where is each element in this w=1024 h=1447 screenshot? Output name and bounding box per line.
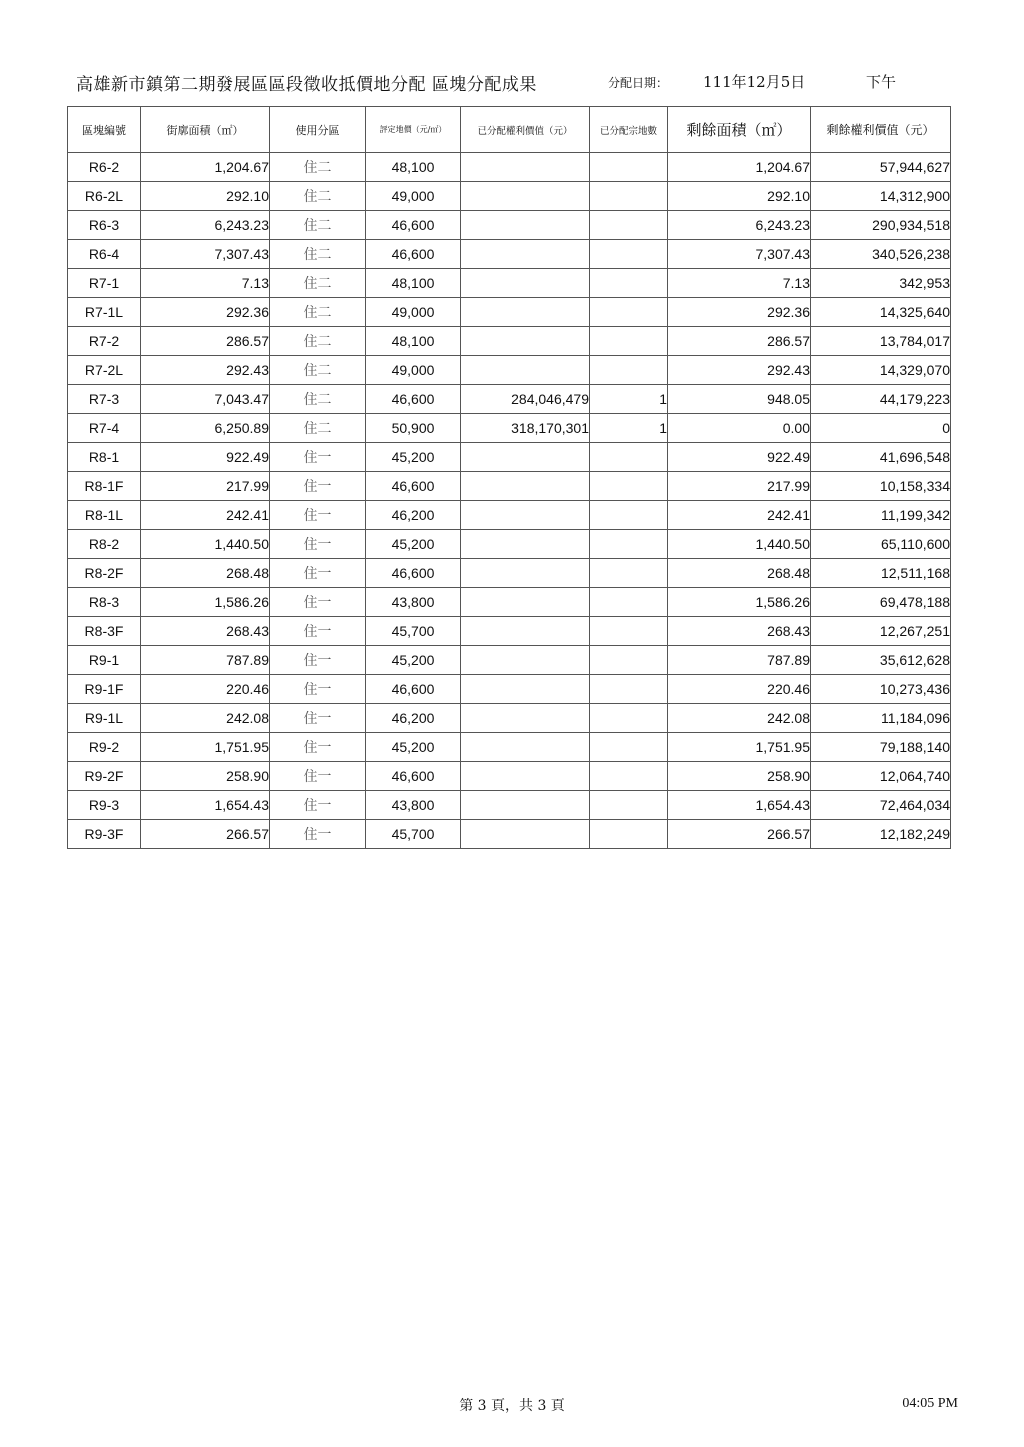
cell-frontage-area: 1,654.43 xyxy=(141,791,270,820)
cell-block-id: R9-1F xyxy=(68,675,141,704)
cell-allocated-value xyxy=(461,472,590,501)
cell-allocated-value xyxy=(461,530,590,559)
cell-remaining-area: 258.90 xyxy=(668,762,811,791)
cell-remaining-area: 242.41 xyxy=(668,501,811,530)
cell-allocated-parcels xyxy=(590,559,668,588)
cell-remaining-value: 12,267,251 xyxy=(811,617,951,646)
cell-frontage-area: 6,250.89 xyxy=(141,414,270,443)
report-header xyxy=(70,68,950,98)
cell-allocated-value xyxy=(461,240,590,269)
cell-assessed-price: 46,600 xyxy=(366,675,461,704)
cell-remaining-value: 57,944,627 xyxy=(811,153,951,182)
cell-allocated-value xyxy=(461,704,590,733)
col-header-block-id: 區塊編號 xyxy=(68,107,141,153)
cell-allocated-value xyxy=(461,675,590,704)
table-row xyxy=(68,530,951,559)
cell-assessed-price: 45,700 xyxy=(366,617,461,646)
cell-remaining-area: 217.99 xyxy=(668,472,811,501)
table-row xyxy=(68,791,951,820)
cell-allocated-value xyxy=(461,443,590,472)
cell-allocated-parcels xyxy=(590,733,668,762)
cell-allocated-value xyxy=(461,327,590,356)
cell-zoning: 住一 xyxy=(270,617,366,646)
cell-frontage-area: 1,586.26 xyxy=(141,588,270,617)
cell-block-id: R9-1 xyxy=(68,646,141,675)
cell-frontage-area: 292.36 xyxy=(141,298,270,327)
cell-assessed-price: 48,100 xyxy=(366,327,461,356)
cell-frontage-area: 268.48 xyxy=(141,559,270,588)
cell-remaining-value: 12,064,740 xyxy=(811,762,951,791)
cell-allocated-value xyxy=(461,211,590,240)
cell-frontage-area: 292.43 xyxy=(141,356,270,385)
cell-allocated-value xyxy=(461,762,590,791)
cell-block-id: R7-2L xyxy=(68,356,141,385)
cell-block-id: R6-2L xyxy=(68,182,141,211)
cell-allocated-value xyxy=(461,559,590,588)
cell-remaining-area: 268.43 xyxy=(668,617,811,646)
cell-remaining-area: 292.43 xyxy=(668,356,811,385)
cell-remaining-area: 1,204.67 xyxy=(668,153,811,182)
cell-frontage-area: 1,440.50 xyxy=(141,530,270,559)
cell-block-id: R7-2 xyxy=(68,327,141,356)
cell-remaining-area: 787.89 xyxy=(668,646,811,675)
cell-assessed-price: 46,600 xyxy=(366,472,461,501)
col-header-frontage-area: 街廓面積（㎡） xyxy=(141,107,270,153)
cell-remaining-value: 72,464,034 xyxy=(811,791,951,820)
table-row xyxy=(68,327,951,356)
cell-allocated-parcels xyxy=(590,675,668,704)
table-row xyxy=(68,153,951,182)
cell-frontage-area: 7,307.43 xyxy=(141,240,270,269)
col-header-zoning: 使用分區 xyxy=(270,107,366,153)
cell-assessed-price: 49,000 xyxy=(366,182,461,211)
cell-block-id: R7-4 xyxy=(68,414,141,443)
cell-remaining-value: 35,612,628 xyxy=(811,646,951,675)
cell-assessed-price: 46,600 xyxy=(366,211,461,240)
table-header-row xyxy=(68,107,951,153)
table-row xyxy=(68,501,951,530)
cell-zoning: 住二 xyxy=(270,327,366,356)
cell-assessed-price: 46,200 xyxy=(366,704,461,733)
cell-remaining-value: 12,182,249 xyxy=(811,820,951,849)
cell-assessed-price: 45,700 xyxy=(366,820,461,849)
cell-allocated-parcels xyxy=(590,443,668,472)
cell-block-id: R8-1 xyxy=(68,443,141,472)
cell-allocated-parcels xyxy=(590,153,668,182)
cell-assessed-price: 45,200 xyxy=(366,733,461,762)
cell-zoning: 住一 xyxy=(270,791,366,820)
cell-remaining-value: 79,188,140 xyxy=(811,733,951,762)
cell-block-id: R9-3F xyxy=(68,820,141,849)
cell-remaining-area: 266.57 xyxy=(668,820,811,849)
cell-allocated-parcels xyxy=(590,530,668,559)
cell-remaining-area: 0.00 xyxy=(668,414,811,443)
cell-block-id: R8-1F xyxy=(68,472,141,501)
cell-remaining-value: 290,934,518 xyxy=(811,211,951,240)
table-row xyxy=(68,559,951,588)
cell-frontage-area: 268.43 xyxy=(141,617,270,646)
table-row xyxy=(68,269,951,298)
cell-allocated-parcels xyxy=(590,588,668,617)
cell-remaining-area: 220.46 xyxy=(668,675,811,704)
table-row xyxy=(68,588,951,617)
cell-zoning: 住一 xyxy=(270,704,366,733)
cell-zoning: 住一 xyxy=(270,588,366,617)
cell-zoning: 住二 xyxy=(270,240,366,269)
allocation-date-label: 分配日期： xyxy=(608,76,669,90)
cell-block-id: R8-3 xyxy=(68,588,141,617)
cell-block-id: R9-2F xyxy=(68,762,141,791)
allocation-table xyxy=(67,106,951,849)
cell-assessed-price: 46,600 xyxy=(366,559,461,588)
cell-remaining-area: 1,751.95 xyxy=(668,733,811,762)
cell-allocated-parcels xyxy=(590,472,668,501)
cell-block-id: R8-2F xyxy=(68,559,141,588)
cell-assessed-price: 46,600 xyxy=(366,385,461,414)
cell-allocated-parcels xyxy=(590,501,668,530)
table-row xyxy=(68,385,951,414)
cell-allocated-parcels xyxy=(590,356,668,385)
cell-frontage-area: 258.90 xyxy=(141,762,270,791)
table-row xyxy=(68,182,951,211)
cell-zoning: 住二 xyxy=(270,414,366,443)
cell-allocated-parcels xyxy=(590,791,668,820)
cell-block-id: R7-1 xyxy=(68,269,141,298)
cell-block-id: R8-2 xyxy=(68,530,141,559)
table-row xyxy=(68,646,951,675)
cell-allocated-value: 318,170,301 xyxy=(461,414,590,443)
cell-allocated-parcels xyxy=(590,269,668,298)
cell-remaining-area: 242.08 xyxy=(668,704,811,733)
cell-allocated-parcels xyxy=(590,617,668,646)
cell-remaining-value: 10,158,334 xyxy=(811,472,951,501)
col-header-remaining-value: 剩餘權利價值（元） xyxy=(811,107,951,153)
cell-allocated-parcels xyxy=(590,820,668,849)
table-row xyxy=(68,675,951,704)
cell-assessed-price: 48,100 xyxy=(366,269,461,298)
cell-zoning: 住二 xyxy=(270,182,366,211)
cell-frontage-area: 220.46 xyxy=(141,675,270,704)
cell-assessed-price: 46,600 xyxy=(366,762,461,791)
cell-assessed-price: 45,200 xyxy=(366,530,461,559)
cell-zoning: 住一 xyxy=(270,501,366,530)
table-row xyxy=(68,443,951,472)
cell-assessed-price: 46,600 xyxy=(366,240,461,269)
cell-zoning: 住一 xyxy=(270,675,366,704)
cell-block-id: R8-1L xyxy=(68,501,141,530)
col-header-assessed-price: 評定地價（元/㎡） xyxy=(366,107,461,153)
cell-remaining-value: 69,478,188 xyxy=(811,588,951,617)
cell-zoning: 住二 xyxy=(270,356,366,385)
cell-allocated-value xyxy=(461,791,590,820)
cell-assessed-price: 45,200 xyxy=(366,443,461,472)
cell-assessed-price: 43,800 xyxy=(366,791,461,820)
col-header-remaining-area: 剩餘面積（㎡） xyxy=(668,107,811,153)
cell-allocated-parcels xyxy=(590,240,668,269)
cell-allocated-value xyxy=(461,298,590,327)
cell-remaining-value: 10,273,436 xyxy=(811,675,951,704)
cell-assessed-price: 45,200 xyxy=(366,646,461,675)
cell-allocated-parcels xyxy=(590,762,668,791)
cell-remaining-value: 0 xyxy=(811,414,951,443)
cell-allocated-value: 284,046,479 xyxy=(461,385,590,414)
cell-zoning: 住一 xyxy=(270,559,366,588)
cell-allocated-value xyxy=(461,269,590,298)
cell-remaining-value: 342,953 xyxy=(811,269,951,298)
cell-remaining-area: 922.49 xyxy=(668,443,811,472)
cell-allocated-value xyxy=(461,501,590,530)
cell-frontage-area: 787.89 xyxy=(141,646,270,675)
cell-frontage-area: 292.10 xyxy=(141,182,270,211)
cell-zoning: 住一 xyxy=(270,530,366,559)
cell-remaining-value: 44,179,223 xyxy=(811,385,951,414)
cell-zoning: 住二 xyxy=(270,153,366,182)
cell-block-id: R9-1L xyxy=(68,704,141,733)
cell-allocated-parcels xyxy=(590,646,668,675)
cell-remaining-area: 7,307.43 xyxy=(668,240,811,269)
allocation-date-value: 111年12月5日 xyxy=(703,73,806,91)
cell-remaining-value: 14,329,070 xyxy=(811,356,951,385)
cell-remaining-value: 13,784,017 xyxy=(811,327,951,356)
cell-assessed-price: 48,100 xyxy=(366,153,461,182)
cell-block-id: R6-4 xyxy=(68,240,141,269)
cell-frontage-area: 922.49 xyxy=(141,443,270,472)
cell-assessed-price: 49,000 xyxy=(366,298,461,327)
cell-remaining-area: 1,586.26 xyxy=(668,588,811,617)
cell-block-id: R8-3F xyxy=(68,617,141,646)
table-row xyxy=(68,211,951,240)
cell-allocated-parcels xyxy=(590,211,668,240)
cell-allocated-value xyxy=(461,733,590,762)
cell-zoning: 住一 xyxy=(270,646,366,675)
cell-allocated-parcels xyxy=(590,298,668,327)
cell-zoning: 住一 xyxy=(270,443,366,472)
cell-block-id: R7-3 xyxy=(68,385,141,414)
table-row xyxy=(68,472,951,501)
col-header-allocated-value: 已分配權利價值（元） xyxy=(461,107,590,153)
cell-zoning: 住二 xyxy=(270,211,366,240)
cell-allocated-value xyxy=(461,617,590,646)
cell-frontage-area: 286.57 xyxy=(141,327,270,356)
page-number: 第 3 頁，共 3 頁 xyxy=(459,1398,565,1414)
cell-remaining-area: 286.57 xyxy=(668,327,811,356)
cell-block-id: R9-2 xyxy=(68,733,141,762)
table-row xyxy=(68,356,951,385)
cell-zoning: 住一 xyxy=(270,762,366,791)
cell-zoning: 住二 xyxy=(270,298,366,327)
cell-allocated-value xyxy=(461,588,590,617)
cell-frontage-area: 242.08 xyxy=(141,704,270,733)
cell-assessed-price: 49,000 xyxy=(366,356,461,385)
table-row xyxy=(68,414,951,443)
cell-assessed-price: 43,800 xyxy=(366,588,461,617)
cell-zoning: 住一 xyxy=(270,820,366,849)
cell-remaining-area: 7.13 xyxy=(668,269,811,298)
cell-frontage-area: 217.99 xyxy=(141,472,270,501)
cell-frontage-area: 7,043.47 xyxy=(141,385,270,414)
col-header-allocated-parcels: 已分配宗地數 xyxy=(590,107,668,153)
cell-zoning: 住一 xyxy=(270,733,366,762)
cell-assessed-price: 46,200 xyxy=(366,501,461,530)
report-title: 高雄新市鎮第二期發展區區段徵收抵價地分配 區塊分配成果 xyxy=(76,75,537,95)
cell-frontage-area: 6,243.23 xyxy=(141,211,270,240)
cell-frontage-area: 7.13 xyxy=(141,269,270,298)
cell-remaining-area: 292.10 xyxy=(668,182,811,211)
cell-allocated-value xyxy=(461,153,590,182)
cell-frontage-area: 1,751.95 xyxy=(141,733,270,762)
table-row xyxy=(68,240,951,269)
cell-remaining-area: 1,654.43 xyxy=(668,791,811,820)
cell-frontage-area: 266.57 xyxy=(141,820,270,849)
table-row xyxy=(68,820,951,849)
cell-block-id: R6-3 xyxy=(68,211,141,240)
cell-allocated-parcels xyxy=(590,327,668,356)
cell-block-id: R6-2 xyxy=(68,153,141,182)
cell-remaining-value: 12,511,168 xyxy=(811,559,951,588)
cell-allocated-value xyxy=(461,356,590,385)
cell-zoning: 住二 xyxy=(270,269,366,298)
cell-remaining-value: 41,696,548 xyxy=(811,443,951,472)
cell-remaining-area: 6,243.23 xyxy=(668,211,811,240)
cell-frontage-area: 1,204.67 xyxy=(141,153,270,182)
table-row xyxy=(68,733,951,762)
cell-remaining-value: 14,312,900 xyxy=(811,182,951,211)
cell-allocated-value xyxy=(461,820,590,849)
table-row xyxy=(68,298,951,327)
cell-remaining-area: 268.48 xyxy=(668,559,811,588)
cell-allocated-parcels xyxy=(590,704,668,733)
cell-zoning: 住一 xyxy=(270,472,366,501)
cell-allocated-value xyxy=(461,182,590,211)
cell-remaining-area: 1,440.50 xyxy=(668,530,811,559)
cell-remaining-value: 11,184,096 xyxy=(811,704,951,733)
cell-zoning: 住二 xyxy=(270,385,366,414)
allocation-time-of-day: 下午 xyxy=(866,73,897,91)
cell-frontage-area: 242.41 xyxy=(141,501,270,530)
table-body xyxy=(68,153,951,849)
print-time: 04:05 PM xyxy=(902,1396,958,1411)
cell-allocated-parcels xyxy=(590,182,668,211)
cell-remaining-area: 292.36 xyxy=(668,298,811,327)
table-row xyxy=(68,704,951,733)
cell-allocated-parcels: 1 xyxy=(590,385,668,414)
cell-block-id: R7-1L xyxy=(68,298,141,327)
table-row xyxy=(68,762,951,791)
cell-remaining-area: 948.05 xyxy=(668,385,811,414)
cell-block-id: R9-3 xyxy=(68,791,141,820)
cell-allocated-parcels: 1 xyxy=(590,414,668,443)
cell-remaining-value: 14,325,640 xyxy=(811,298,951,327)
cell-allocated-value xyxy=(461,646,590,675)
cell-remaining-value: 11,199,342 xyxy=(811,501,951,530)
cell-remaining-value: 340,526,238 xyxy=(811,240,951,269)
cell-remaining-value: 65,110,600 xyxy=(811,530,951,559)
cell-assessed-price: 50,900 xyxy=(366,414,461,443)
table-row xyxy=(68,617,951,646)
